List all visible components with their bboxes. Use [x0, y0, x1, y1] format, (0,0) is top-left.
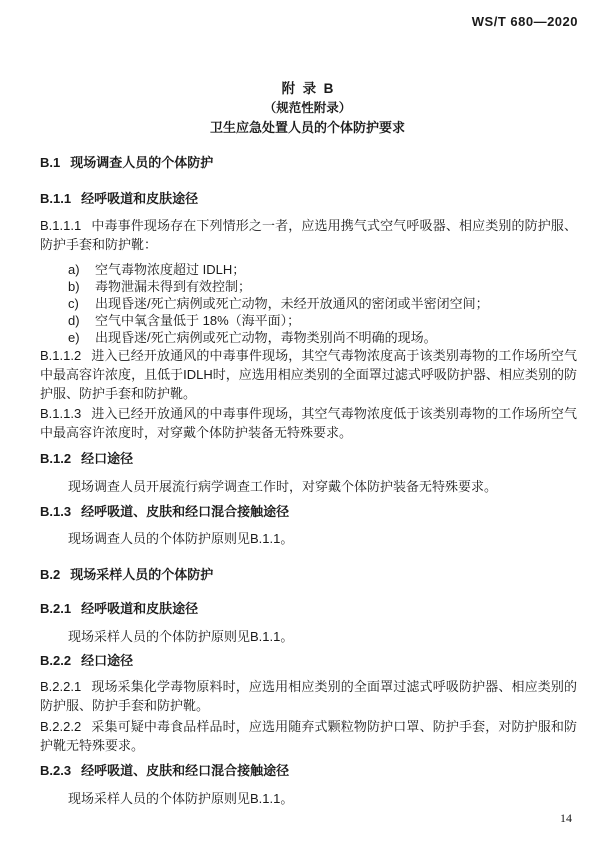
list-item-text: 空气中氧含量低于 18%（海平面）； [95, 313, 301, 328]
section-heading-b1-3 [40, 503, 577, 520]
section-title: 经口途径 [81, 653, 134, 668]
list-item-marker: e) [68, 330, 80, 345]
page-number: 14 [560, 811, 572, 825]
section-title: 经口途径 [81, 451, 134, 466]
section-title: 经呼吸道和皮肤途径 [81, 191, 199, 206]
section-number: B.2.1 [40, 601, 72, 616]
list-item-marker: a) [68, 262, 80, 277]
paragraph-b2-3: 现场采样人员的个体防护原则见B.1.1。 [68, 791, 294, 806]
section-title: 现场采样人员的个体防护 [70, 567, 214, 582]
section-heading-b1-1 [40, 190, 577, 207]
section-title: 经呼吸道、皮肤和经口混合接触途径 [81, 504, 290, 519]
section-title: 经呼吸道和皮肤途径 [81, 601, 199, 616]
paragraph-b2-2-1 [40, 677, 577, 715]
section-title: 现场调查人员的个体防护 [70, 155, 214, 170]
paragraph-b1-1-1 [40, 216, 577, 254]
appendix-heading: 附 录 B [281, 81, 334, 96]
list-item [40, 312, 577, 329]
paragraph-b2-1: 现场采样人员的个体防护原则见B.1.1。 [68, 629, 294, 644]
clause-text: 进入已经开放通风的中毒事件现场，其空气毒物浓度低于该类别毒物的工作场所空气中最高容许浓度时，对穿戴个体防护装备无特殊要求。 [40, 406, 577, 440]
section-heading-b1-2 [40, 450, 577, 467]
appendix-title: 卫生应急处置人员的个体防护要求 [209, 120, 405, 135]
list-item [40, 278, 577, 295]
section-number: B.1.2 [40, 451, 72, 466]
clause-text: 中毒事件现场存在下列情形之一者，应选用携气式空气呼吸器、相应类别的防护服、防护手套和防护靴： [40, 218, 577, 252]
document-body [40, 154, 577, 808]
list-item-text: 毒物泄漏未得到有效控制； [95, 279, 252, 294]
list-item-marker: d) [68, 313, 80, 328]
clause-text: 进入已经开放通风的中毒事件现场，其空气毒物浓度高于该类别毒物的工作场所空气中最高容许浓度，且低于IDLH时，应选用相应类别的全面罩过滤式呼吸防护器、相应类别的防护服、防护手套和防护靴。 [40, 348, 577, 401]
list-item-text: 空气毒物浓度超过 IDLH； [95, 262, 246, 277]
section-heading-b2 [40, 566, 577, 583]
section-number: B.2.2 [40, 653, 72, 668]
clause-number: B.2.2.2 [40, 719, 82, 734]
clause-number: B.2.2.1 [40, 679, 82, 694]
section-heading-b2-1 [40, 600, 577, 617]
section-number: B.1.1 [40, 191, 72, 206]
list-item-text: 出现昏迷/死亡病例或死亡动物，未经开放通风的密闭或半密闭空间； [95, 296, 489, 311]
paragraph-b1-1-3 [40, 404, 577, 442]
section-heading-b2-2 [40, 652, 577, 669]
section-number: B.1 [40, 155, 61, 170]
paragraph-b2-2-2 [40, 717, 577, 755]
list-item-text: 出现昏迷/死亡病例或死亡动物，毒物类别尚不明确的现场。 [95, 330, 437, 345]
clause-number: B.1.1.3 [40, 406, 82, 421]
paragraph-b1-1-2 [40, 346, 577, 403]
clause-text: 现场采集化学毒物原料时，应选用相应类别的全面罩过滤式呼吸防护器、相应类别的防护服、防护手套和防护靴。 [40, 679, 577, 713]
list-item-marker: c) [68, 296, 79, 311]
paragraph-b1-2: 现场调查人员开展流行病学调查工作时，对穿戴个体防护装备无特殊要求。 [68, 479, 498, 494]
list-item [40, 261, 577, 278]
condition-list [40, 261, 577, 346]
section-heading-b1 [40, 154, 577, 171]
section-number: B.2 [40, 567, 61, 582]
clause-number: B.1.1.2 [40, 348, 82, 363]
section-number: B.2.3 [40, 763, 72, 778]
list-item-marker: b) [68, 279, 80, 294]
paragraph-b1-3: 现场调查人员的个体防护原则见B.1.1。 [68, 531, 294, 546]
standard-number: WS/T 680—2020 [471, 14, 578, 29]
list-item [40, 295, 577, 312]
clause-number: B.1.1.1 [40, 218, 82, 233]
appendix-type: （规范性附录） [263, 101, 352, 115]
section-title: 经呼吸道、皮肤和经口混合接触途径 [81, 763, 290, 778]
section-heading-b2-3 [40, 762, 577, 779]
clause-text: 采集可疑中毒食品样品时，应选用随弃式颗粒物防护口罩、防护手套，对防护服和防护靴无特殊要求。 [40, 719, 577, 753]
section-number: B.1.3 [40, 504, 72, 519]
list-item [40, 329, 577, 346]
